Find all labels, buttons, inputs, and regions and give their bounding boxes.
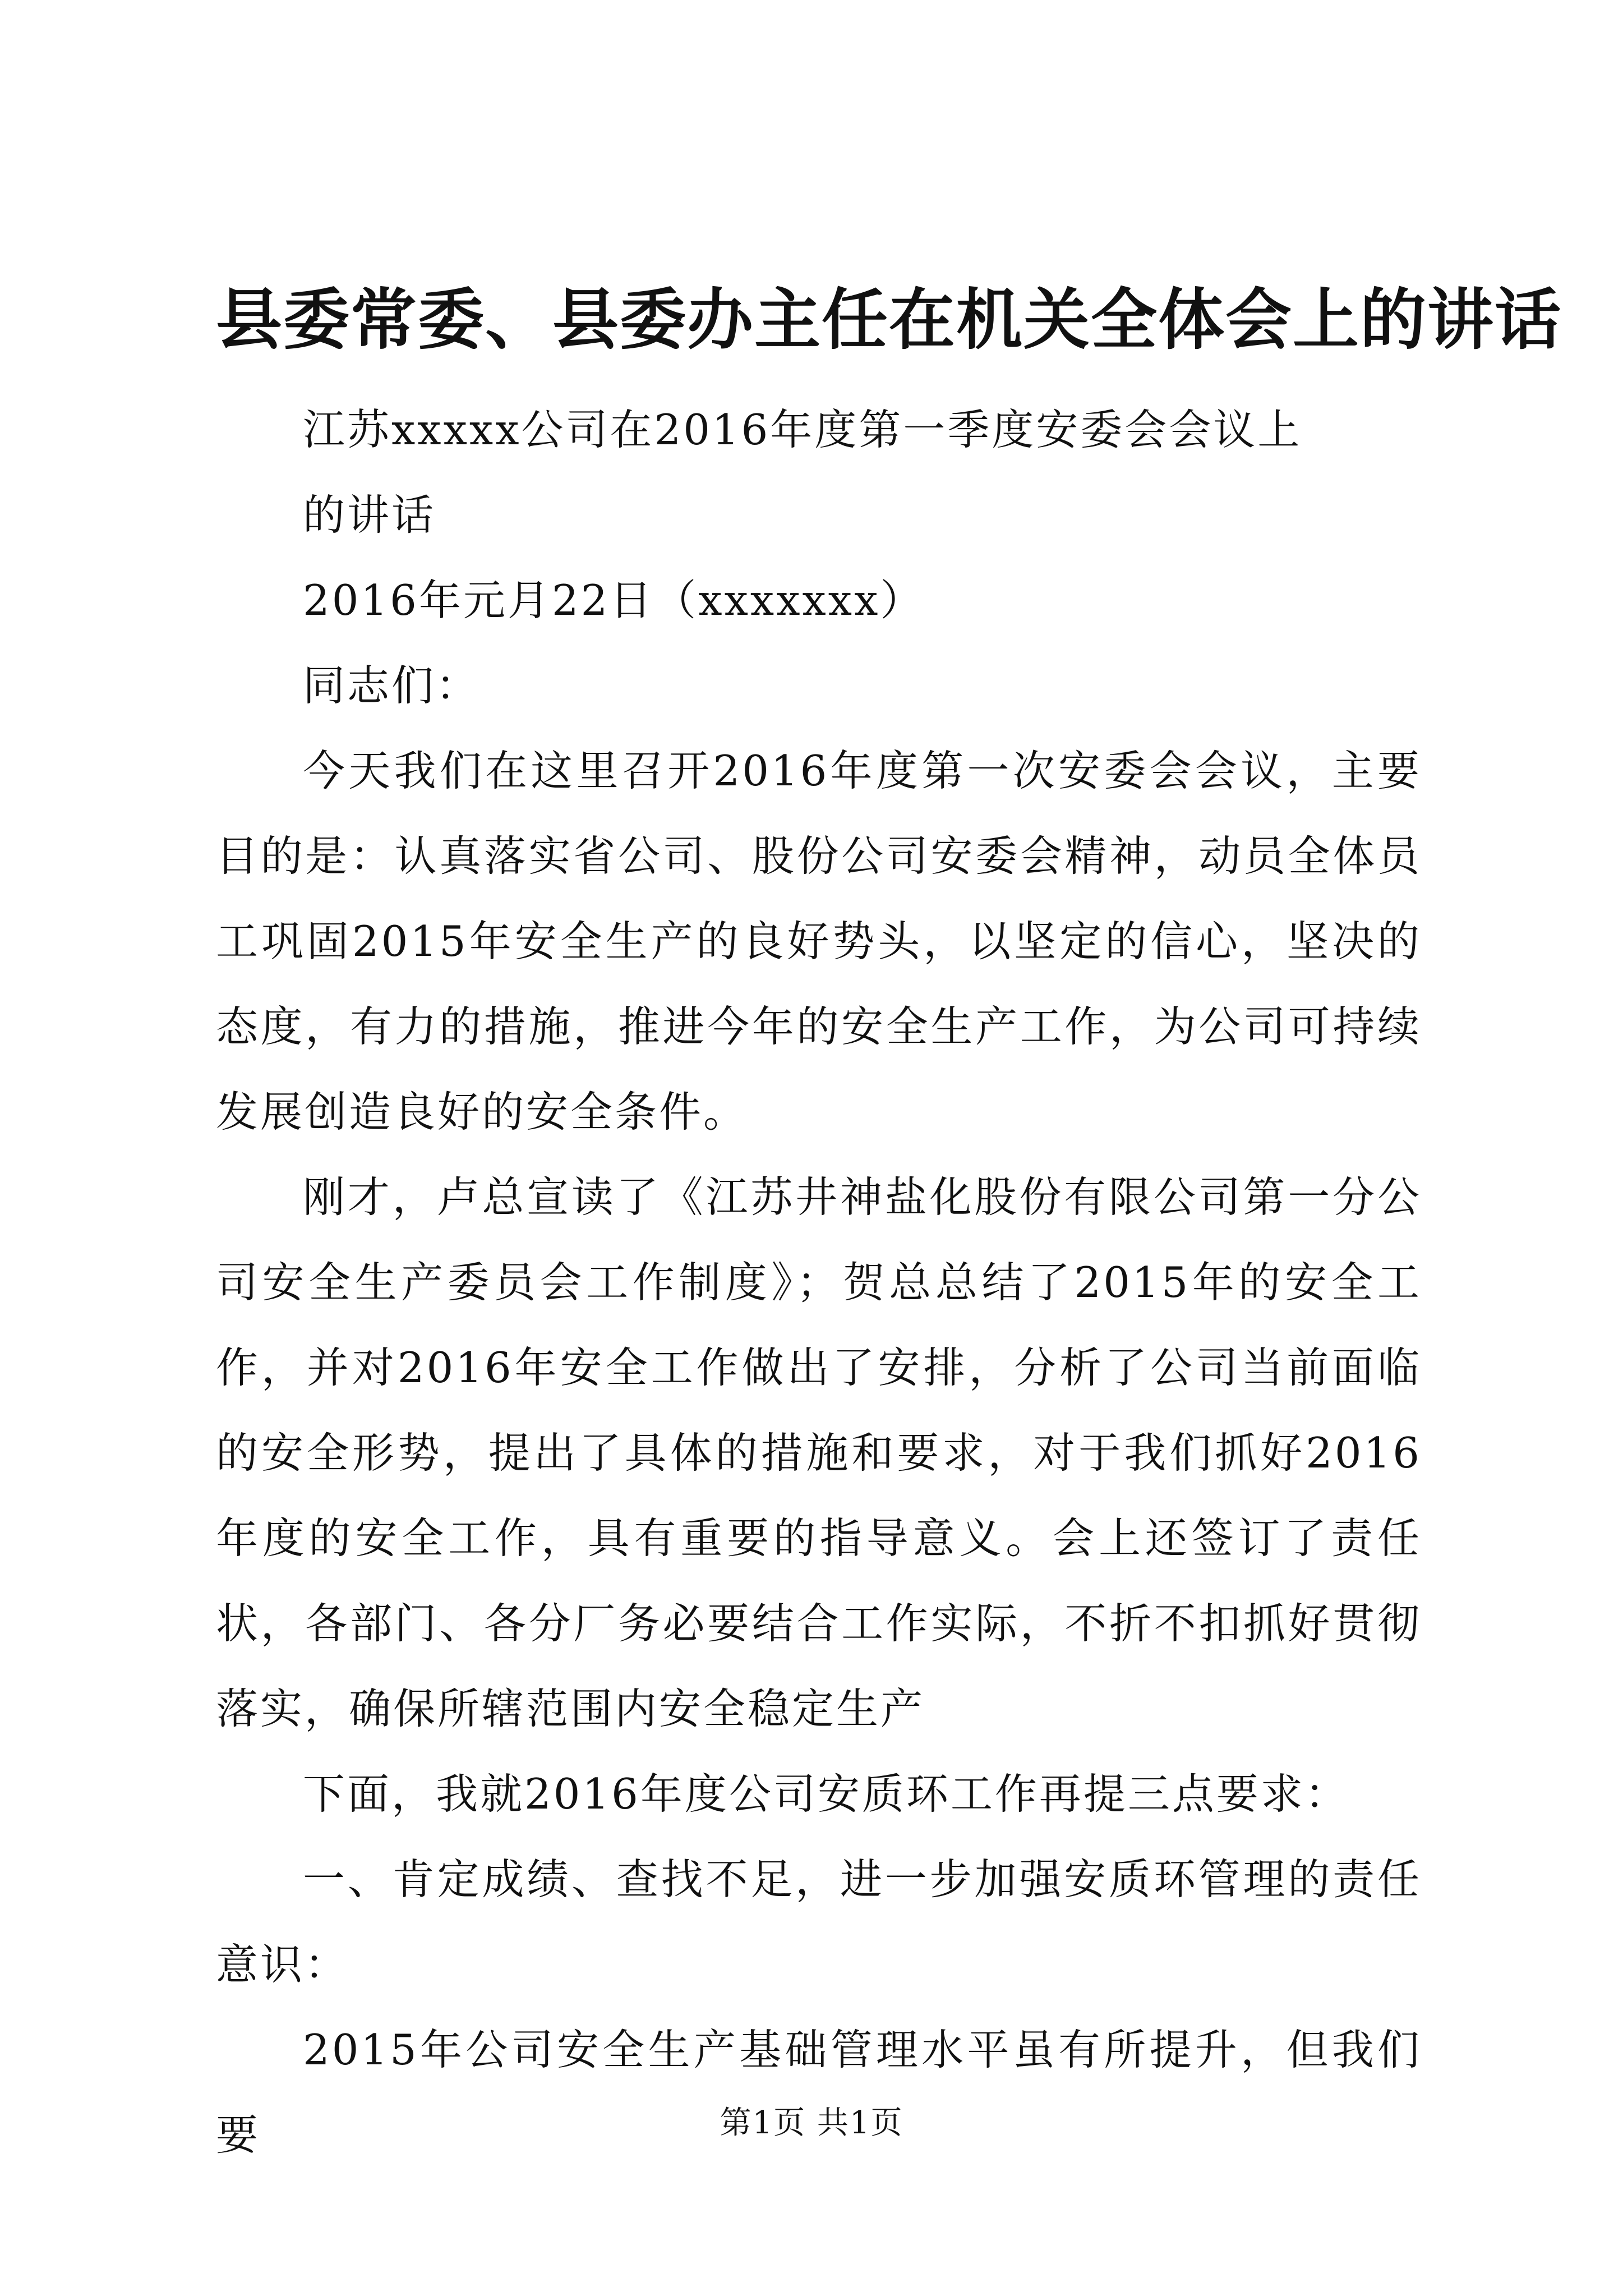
document-body xyxy=(216,387,1422,2178)
heading-line-1: 江苏xxxxx公司在2016年度第一季度安委会会议上 xyxy=(303,405,1302,454)
page-number-footer: 第1页 共1页 xyxy=(720,2105,903,2141)
paragraph-5: 2015年公司安全生产基础管理水平虽有所提升，但我们要 xyxy=(216,2025,1422,2160)
heading-line-2: 的讲话 xyxy=(303,490,436,540)
salutation: 同志们： xyxy=(303,661,481,710)
paragraph-1: 今天我们在这里召开2016年度第一次安委会会议，主要目的是：认真落实省公司、股份公司安委会精神，动员全体员工巩固2015年安全生产的良好势头，以坚定的信心，坚决的态度，有力的措施，推进今年的安全生产工作，为公司可持续发展创造良好的安全条件。 xyxy=(216,746,1422,1137)
paragraph-2: 刚才，卢总宣读了《江苏井神盐化股份有限公司第一分公司安全生产委员会工作制度》；贺总总结了2015年的安全工作，并对2016年安全工作做出了安排，分析了公司当前面临的安全形势，提出了具体的措施和要求，对于我们抓好2016年度的安全工作，具有重要的指导意义。会上还签订了责任状，各部门、各分厂务必要结合工作实际，不折不扣抓好贯彻落实，确保所辖范围内安全稳定生产 xyxy=(216,1172,1422,1733)
document-title: 县委常委、县委办主任在机关全体会上的讲话 xyxy=(216,280,1562,358)
date-line: 2016年元月22日（xxxxxxx） xyxy=(303,576,925,625)
paragraph-3: 下面，我就2016年度公司安质环工作再提三点要求： xyxy=(303,1769,1349,1819)
paragraph-4: 一、肯定成绩、查找不足，进一步加强安质环管理的责任意识： xyxy=(216,1855,1422,1989)
